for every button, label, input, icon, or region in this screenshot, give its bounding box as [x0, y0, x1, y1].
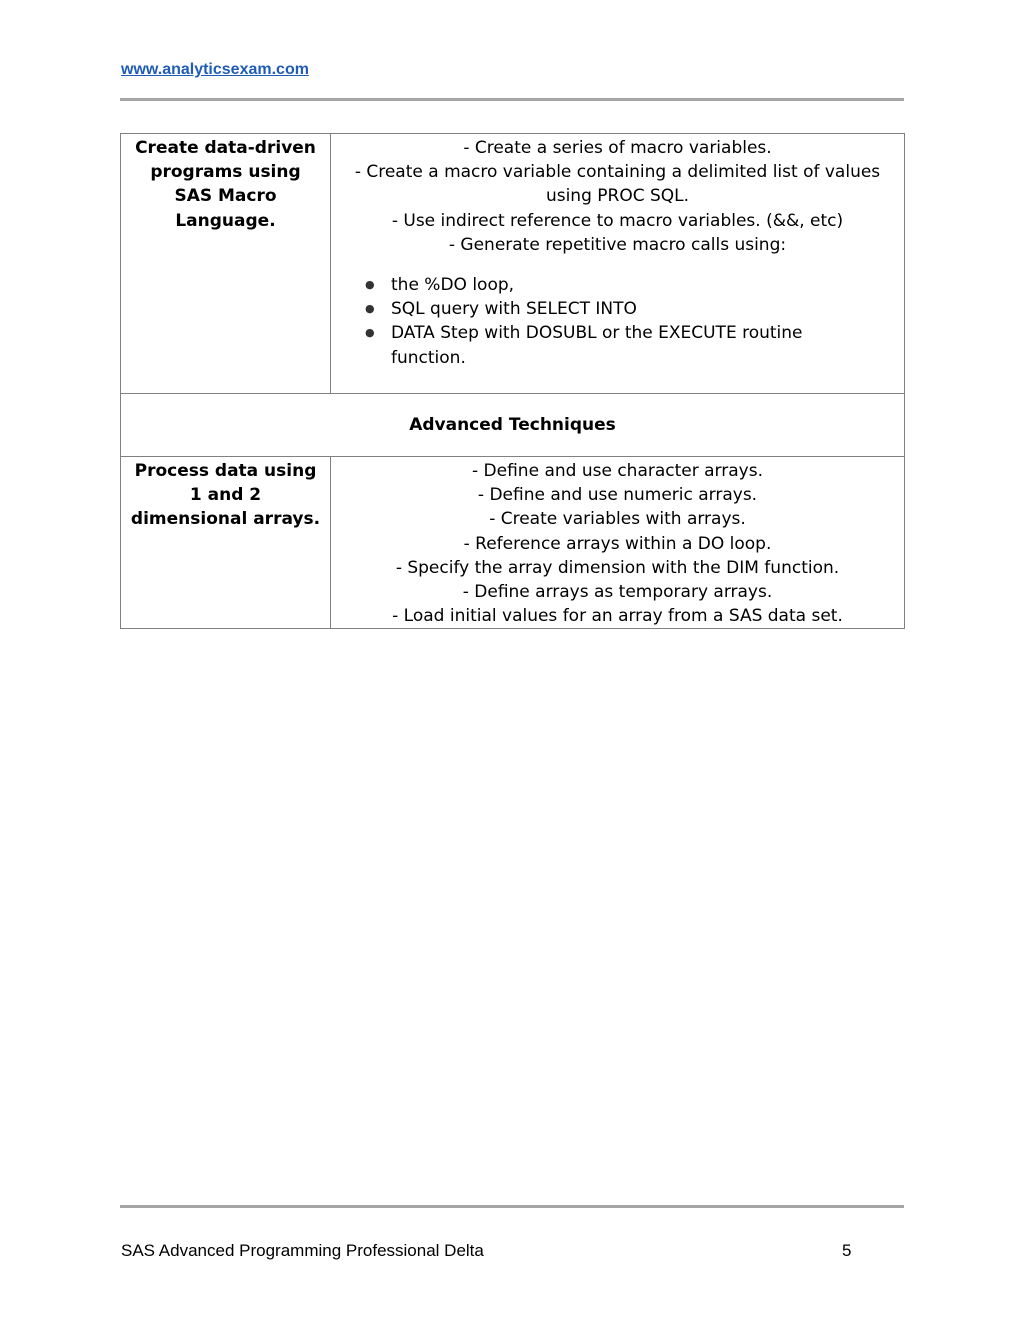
- detail-line: - Define and use character arrays.: [472, 461, 763, 481]
- footer-divider: [120, 1205, 904, 1208]
- detail-line: - Define and use numeric arrays.: [477, 485, 758, 506]
- footer-title: SAS Advanced Programming Professional Delta: [121, 1241, 484, 1260]
- detail-line: using PROC SQL.: [545, 186, 690, 207]
- table-row: [121, 134, 905, 394]
- topic-line: 1 and 2: [189, 485, 262, 506]
- bullet-icon: ●: [365, 302, 375, 316]
- bullet-text: DATA Step with DOSUBL or the EXECUTE routine function.: [391, 323, 803, 368]
- detail-line: - Use indirect reference to macro variables. (&&, etc): [391, 210, 844, 231]
- topic-line: Language.: [175, 210, 276, 231]
- table-row: [121, 457, 905, 629]
- topic-line: dimensional arrays.: [130, 509, 321, 530]
- bullet-text: the %DO loop,: [391, 275, 515, 296]
- detail-line: - Reference arrays within a DO loop.: [463, 533, 772, 554]
- topic-line: programs using: [150, 162, 301, 183]
- details-cell: [331, 134, 905, 394]
- topic-line: Process data using: [134, 461, 317, 481]
- topic-cell: [121, 134, 331, 394]
- detail-line: - Load initial values for an array from a SAS data set.: [392, 606, 843, 627]
- table-row: [121, 394, 905, 457]
- bullet-icon: ●: [365, 278, 375, 292]
- section-heading: Advanced Techniques: [121, 394, 905, 457]
- list-item: [361, 297, 861, 321]
- objectives-table: [120, 133, 905, 629]
- detail-line: - Create a macro variable containing a delimited list of values: [354, 162, 881, 183]
- detail-line: - Define arrays as temporary arrays.: [462, 582, 773, 603]
- bullet-icon: ●: [365, 326, 375, 340]
- list-item: [361, 273, 861, 297]
- detail-line: - Specify the array dimension with the DIM function.: [395, 557, 840, 578]
- header-divider: [120, 98, 904, 101]
- page-number: 5: [842, 1241, 852, 1260]
- topic-line: SAS Macro: [174, 186, 277, 207]
- bullet-text: SQL query with SELECT INTO: [391, 299, 637, 320]
- list-item: [361, 321, 861, 369]
- detail-line: - Create variables with arrays.: [489, 509, 746, 530]
- detail-line: - Create a series of macro variables.: [463, 138, 772, 158]
- detail-line: - Generate repetitive macro calls using:: [448, 234, 787, 255]
- bullet-list: [331, 273, 904, 370]
- topic-line: Create data-driven: [135, 138, 316, 158]
- topic-cell: [121, 457, 331, 629]
- details-cell: [331, 457, 905, 629]
- header-website-link[interactable]: www.analyticsexam.com: [121, 61, 309, 78]
